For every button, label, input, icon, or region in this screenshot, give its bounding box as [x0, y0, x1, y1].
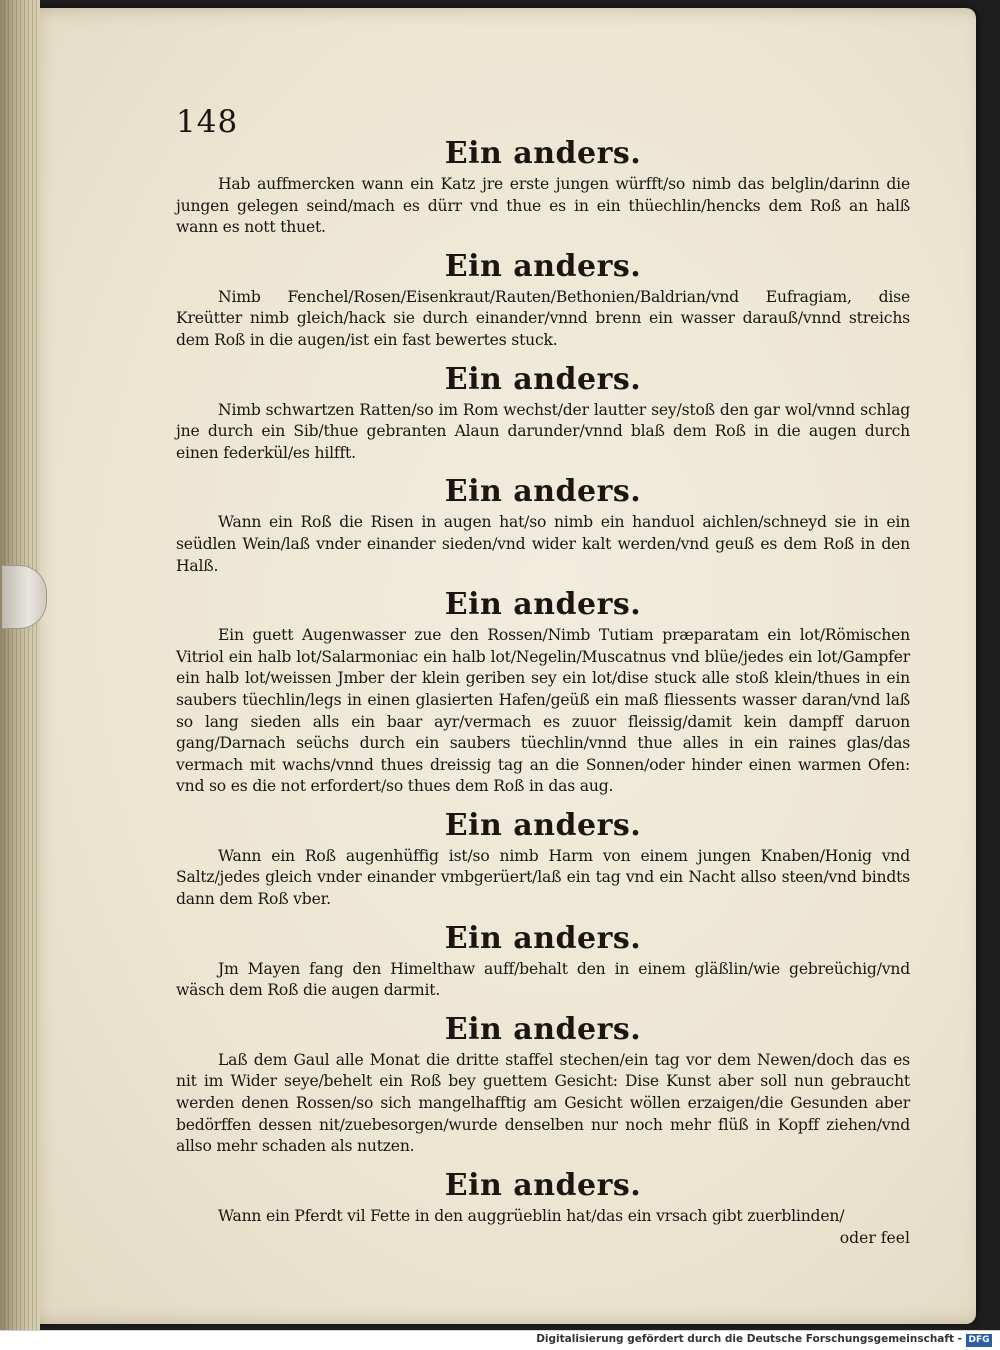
page-content	[176, 108, 910, 1249]
section-text-body: Nimb Fenchel/Rosen/Eisenkraut/Rauten/Bethonien/Baldrian/vnd Eufragiam, dise Kreütter nimb gleich/hack sie durch einander/vnnd brenn ein wasser darauß/vnnd streichs dem Roß in die augen/ist ein fast bewertes stuck.	[176, 287, 910, 349]
section-heading: Ein anders.	[444, 136, 642, 171]
section-text-body: Jm Mayen fang den Himelthaw auff/behalt den in einem gläßlin/wie gebreüchig/vnd wäsch dem Roß die augen darmit.	[176, 959, 910, 1000]
footer-credit: Digitalisierung gefördert durch die Deutsche Forschungsgemeinschaft -	[536, 1333, 962, 1345]
section-text	[176, 512, 910, 577]
section-text-body: Hab auffmercken wann ein Katz jre erste jungen würfft/so nimb das belglin/darinn die jungen gelegen seind/mach es dürr vnd thue es in ein thüechlin/hencks dem Roß an halß wann es nott thuet.	[176, 175, 910, 237]
section-text	[176, 625, 910, 798]
section-heading: Ein anders.	[444, 1011, 642, 1047]
section-heading: Ein anders.	[444, 920, 642, 956]
section-heading: Ein anders.	[444, 361, 642, 397]
section-text	[176, 846, 910, 911]
section-heading: Ein anders.	[444, 807, 642, 843]
dfg-logo-icon: DFG	[966, 1334, 992, 1347]
section-heading: Ein anders.	[444, 474, 642, 510]
section-text-body: Wann ein Roß augenhüffig ist/so nimb Harm von einem jungen Knaben/Honig vnd Saltz/jedes gleich vnder einander vmbgerüert/laß ein tag vnd ein Nacht allso steen/vnd bindts dann dem Roß vber.	[176, 846, 910, 909]
section-text-body: Wann ein Roß die Risen in augen hat/so nimb ein handuol aichlen/schneyd sie in ein seüdlen Wein/laß vnder einander sieden/vnd wider kalt werden/vnd geuß es dem Roß in den Halß.	[176, 513, 910, 575]
section-text-body: Ein guett Augenwasser zue den Rossen/Nimb Tutiam præparatam ein lot/Römischen Vitriol ein halb lot/Salarmoniac ein halb lot/Negelin/Muscatnus vnd blüe/jedes ein lot/Gampfer ein halb lot/weissen Jmber der klein geriben sey ein lot/dise stuck alle stoß klein/thues in ein saubers tüechlin/legs in einen glasierten Hafen/geüß ein maß fliessents wasser daran/vnd laß so lang sieden alls ein baar ayr/vermach es zuuor fleissig/damit kein dampff daruon gang/Darnach seüchs durch ein saubers tüechlin/vnnd thue alles in ein raines glas/das vermach mit wachs/vnnd thues dreissig tag an die Sonnen/oder hinder einen warmen Ofen: vnd so es die not erfordert/so thues dem Roß in das aug.	[176, 626, 910, 796]
page-number: 148	[176, 104, 239, 140]
section-text-body: Wann ein Pferdt vil Fette in den auggrüeblin hat/das ein vrsach gibt zuerblinden/	[218, 1206, 845, 1225]
section-heading: Ein anders.	[444, 587, 642, 623]
footer-bar	[0, 1330, 1000, 1350]
page-stack-lines	[4, 0, 40, 1330]
section-text	[176, 1050, 910, 1158]
catchword: oder feel	[839, 1229, 910, 1248]
section-text	[176, 1206, 910, 1228]
section-heading: Ein anders.	[444, 1167, 642, 1203]
section-text	[176, 400, 910, 465]
section-text	[176, 287, 910, 352]
section-heading: Ein anders.	[444, 248, 642, 284]
section-text-body: Nimb schwartzen Ratten/so im Rom wechst/der lautter sey/stoß den gar wol/vnnd schlag jne durch ein Sib/thue gebranten Alaun darunder/vnnd blaß dem Roß in die augen durch einen federkül/es hilfft.	[176, 400, 910, 462]
section-text	[176, 174, 910, 239]
section-text-body: Laß dem Gaul alle Monat die dritte staffel stechen/ein tag vor dem Newen/doch das es nit im Wider seye/behelt ein Roß bey guettem Gesicht: Dise Kunst aber soll nun gebraucht werden denen Rossen/so sich mangelhafftig am Gesicht wöllen erzaigen/die Gesunden aber bedörffen dessen nit/zuebesorgen/wurde denselben nur noch mehr flüß in Kopff ziehen/vnd allso mehr schaden als nutzen.	[176, 1050, 910, 1156]
section-text	[176, 959, 910, 1002]
